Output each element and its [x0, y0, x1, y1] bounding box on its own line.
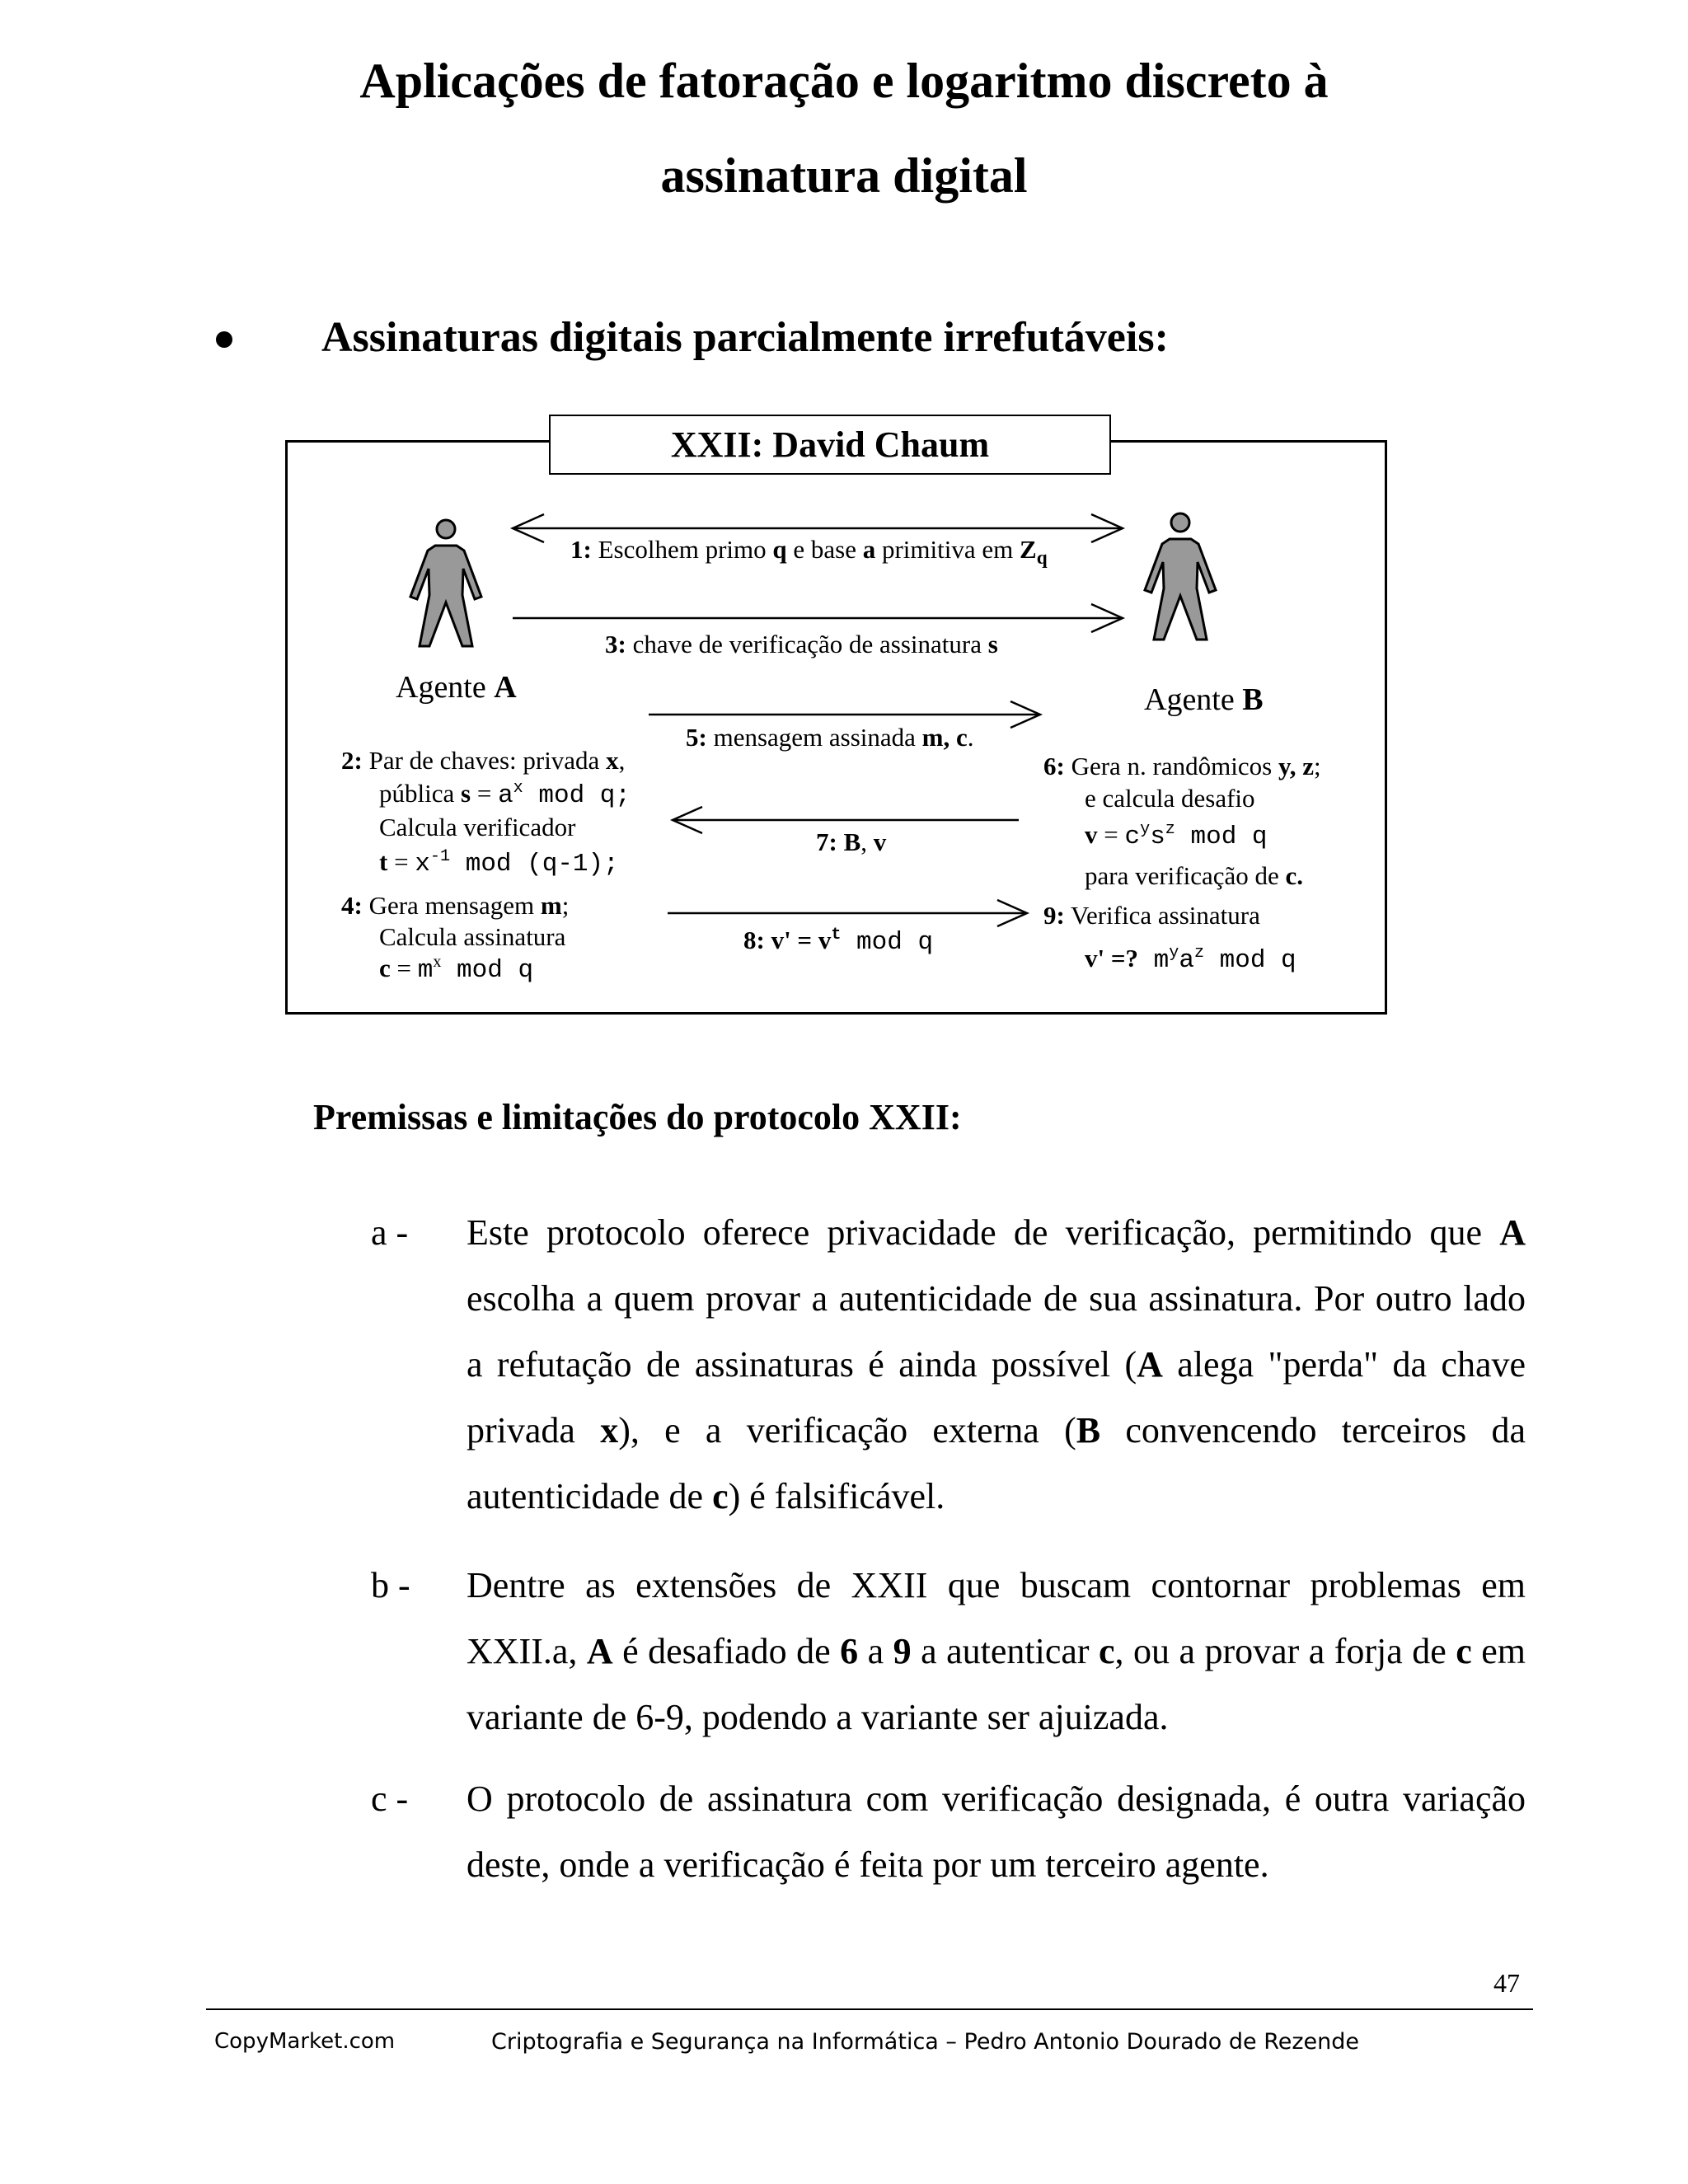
page-number: 47: [1493, 1968, 1520, 1998]
msg1-label: 1: Escolhem primo q e base a primitiva em $Z_q$: [570, 535, 1048, 569]
footer-site: CopyMarket.com: [214, 2029, 396, 2054]
footer-book-title: Criptografia e Segurança na Informática – Pedro Antonio Dourado de Rezende: [491, 2029, 1360, 2055]
step2-line3: Calcula verificador: [379, 813, 576, 841]
step2-line2: pública $s = a^x$ mod q;: [379, 778, 631, 810]
agent-a-figure-icon: [410, 520, 481, 646]
item-a-label: a -: [371, 1212, 409, 1253]
step2-line4: $t = x^{-1}$ mod (q-1);: [379, 846, 619, 879]
step6-line4: para verificação de c.: [1085, 861, 1304, 890]
footer-divider: [206, 2008, 1533, 2010]
step6-line1: 6: Gera n. randômicos y, z;: [1043, 752, 1321, 780]
msg3-label: 3: chave de verificação de assinatura s: [605, 630, 998, 658]
item-c-label: c -: [371, 1779, 409, 1819]
item-a-body: Este protocolo oferece privacidade de verificação, permitindo que A escolha a quem provar a autenticidade de sua assinatura. Por outro lado a refutação de assinaturas é ainda possível (A alega "perda" da chave privada x), e a verificação externa (B convencendo terceiros da autenticidade de c) é falsificável.: [467, 1212, 1526, 1516]
agent-b-label: Agente B: [1144, 682, 1264, 717]
step2-line1: 2: Par de chaves: privada x,: [341, 746, 626, 775]
diagram-title: XXII: David Chaum: [549, 415, 1111, 475]
arrow-msg3-icon: [513, 604, 1123, 632]
step6-line2: e calcula desafio: [1085, 784, 1255, 813]
item-b-label: b -: [371, 1565, 410, 1605]
msg8-label: 8: $v' = v^t$ mod q: [743, 925, 934, 957]
step9-line1: 9: Verifica assinatura: [1043, 901, 1260, 930]
section-heading: Assinaturas digitais parcialmente irrefutáveis:: [321, 314, 1169, 361]
item-b-body: Dentre as extensões de XXII que buscam contornar problemas em XXII.a, A é desafiado de 6 a 9 a autenticar c, ou a provar a forja de c em variante de 6-9, podendo a variante ser ajuizada.: [467, 1565, 1526, 1737]
msg7-label: 7: B, v: [816, 827, 887, 856]
msg5-label: 5: mensagem assinada m, c.: [686, 723, 974, 752]
step4-line3: $c = m^x$ mod q: [379, 952, 534, 985]
page-title-line-1: Aplicações de fatoração e logaritmo discreto à: [359, 54, 1329, 108]
premissas-heading: Premissas e limitações do protocolo XXII:: [313, 1097, 962, 1137]
agent-b-figure-icon: [1145, 513, 1216, 640]
page-title-line-2: assinatura digital: [660, 148, 1028, 203]
item-c-body: O protocolo de assinatura com verificação designada, é outra variação deste, onde a verificação é feita por um terceiro agente.: [467, 1779, 1526, 1885]
step4-line1: 4: Gera mensagem m;: [341, 891, 570, 920]
agent-a-label: Agente A: [396, 670, 517, 705]
step6-line3: $v = c^ys^z$ mod q: [1085, 819, 1268, 851]
step9-line2: v' =? $m^ya^z$ mod q: [1085, 943, 1296, 975]
step4-line2: Calcula assinatura: [379, 922, 566, 951]
arrow-msg8-icon: [668, 900, 1027, 926]
